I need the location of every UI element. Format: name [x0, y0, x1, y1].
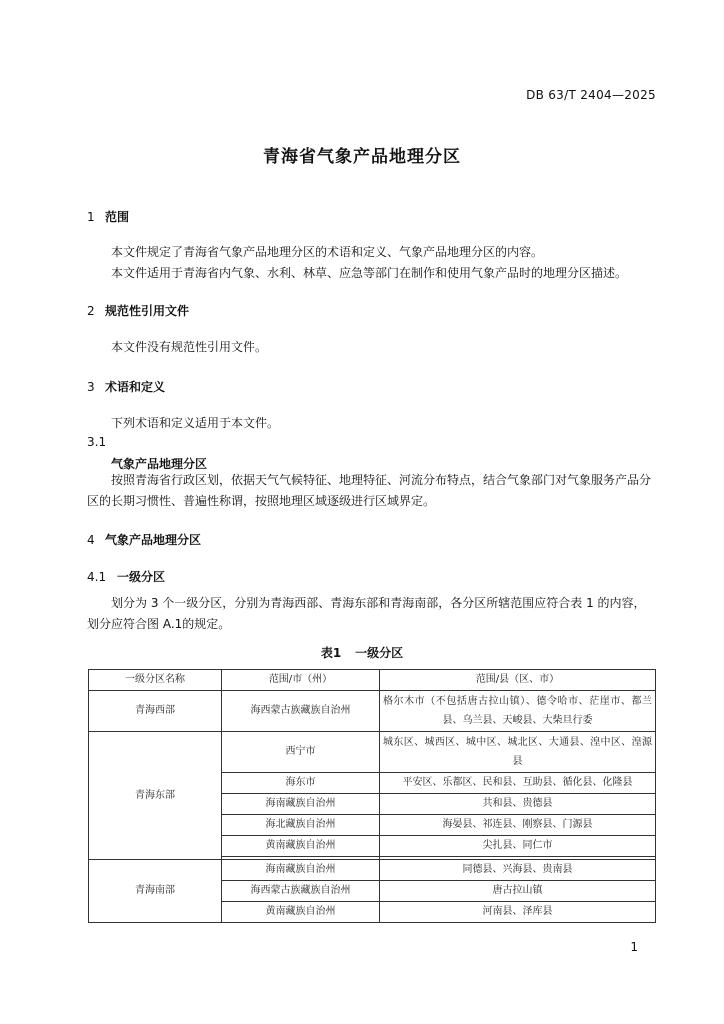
section-2-body [87, 337, 657, 358]
paragraph: 本文件适用于青海省内气象、水利、林草、应急等部门在制作和使用气象产品时的地理分区描述。 [111, 266, 628, 280]
prefecture-cell: 海东市 [222, 773, 380, 794]
section-title: 气象产品地理分区 [105, 533, 202, 547]
table-header-cell: 一级分区名称 [89, 670, 222, 691]
subsection-4-1-body [87, 593, 657, 635]
section-2-heading [87, 302, 189, 319]
term-number: 3.1 [87, 435, 107, 449]
section-title: 规范性引用文件 [105, 304, 190, 318]
paragraph: 划分为 3 个一级分区，分别为青海西部、青海东部和青海南部，各分区所辖范围应符合表 1 的内容，划分应符合图 A.1的规定。 [87, 596, 646, 631]
county-cell: 共和县、贵德县 [380, 794, 656, 815]
table-caption-number: 表1 [320, 646, 342, 660]
county-cell: 城东区、城西区、城中区、城北区、大通县、湟中区、湟源县 [380, 732, 656, 773]
prefecture-cell: 海南藏族自治州 [222, 794, 380, 815]
paragraph: 下列术语和定义适用于本文件。 [111, 416, 280, 430]
section-1-heading [87, 208, 129, 225]
section-number: 4 [87, 533, 95, 547]
section-title: 范围 [105, 210, 130, 224]
table-header-cell: 范围/市（州） [222, 670, 380, 691]
zone-name-cell: 青海南部 [89, 860, 222, 923]
prefecture-cell: 黄南藏族自治州 [222, 902, 380, 923]
prefecture-cell: 西宁市 [222, 732, 380, 773]
term-definition [87, 470, 657, 512]
section-3-body [87, 413, 657, 434]
prefecture-cell: 海北藏族自治州 [222, 815, 380, 836]
section-number: 1 [87, 210, 95, 224]
zone-name-cell: 青海东部 [89, 732, 222, 860]
zone-name-cell: 青海西部 [89, 691, 222, 732]
prefecture-cell: 黄南藏族自治州 [222, 836, 380, 857]
county-cell: 河南县、泽库县 [380, 902, 656, 923]
table-row [89, 860, 656, 881]
table-header-row [89, 670, 656, 691]
section-4-heading [87, 531, 201, 548]
section-1-body [87, 242, 657, 284]
subsection-number: 4.1 [87, 570, 107, 584]
table-caption [0, 644, 724, 661]
county-cell: 格尔木市（不包括唐古拉山镇）、德令哈市、茫崖市、都兰县、乌兰县、天峻县、大柴旦行委 [380, 691, 656, 732]
subsection-4-1-heading [87, 568, 165, 585]
county-cell: 海晏县、祁连县、刚察县、门源县 [380, 815, 656, 836]
table-row [89, 732, 656, 773]
table-caption-title: 一级分区 [355, 646, 404, 660]
county-cell: 同德县、兴海县、贵南县 [380, 860, 656, 881]
table-row [89, 691, 656, 732]
page-number: 1 [630, 940, 638, 954]
zone-table [88, 669, 656, 923]
section-number: 3 [87, 380, 95, 394]
section-title: 术语和定义 [105, 380, 166, 394]
county-cell: 唐古拉山镇 [380, 881, 656, 902]
section-number: 2 [87, 304, 95, 318]
section-3-heading [87, 378, 165, 395]
paragraph: 本文件没有规范性引用文件。 [111, 340, 268, 354]
term-name: 气象产品地理分区 [111, 457, 208, 471]
prefecture-cell: 海西蒙古族藏族自治州 [222, 881, 380, 902]
table-header-cell: 范围/县（区、市） [380, 670, 656, 691]
county-cell: 平安区、乐都区、民和县、互助县、循化县、化隆县 [380, 773, 656, 794]
subsection-title: 一级分区 [117, 570, 166, 584]
prefecture-cell: 海西蒙古族藏族自治州 [222, 691, 380, 732]
paragraph: 本文件规定了青海省气象产品地理分区的术语和定义、气象产品地理分区的内容。 [111, 245, 544, 259]
prefecture-cell: 海南藏族自治州 [222, 860, 380, 881]
county-cell: 尖扎县、同仁市 [380, 836, 656, 857]
paragraph: 按照青海省行政区划，依据天气气候特征、地理特征、河流分布特点，结合气象部门对气象服务产品分区的长期习惯性、普遍性称谓，按照地理区域逐级进行区域界定。 [87, 473, 652, 508]
document-title: 青海省气象产品地理分区 [263, 147, 461, 167]
standard-number: DB 63/T 2404—2025 [526, 88, 656, 102]
